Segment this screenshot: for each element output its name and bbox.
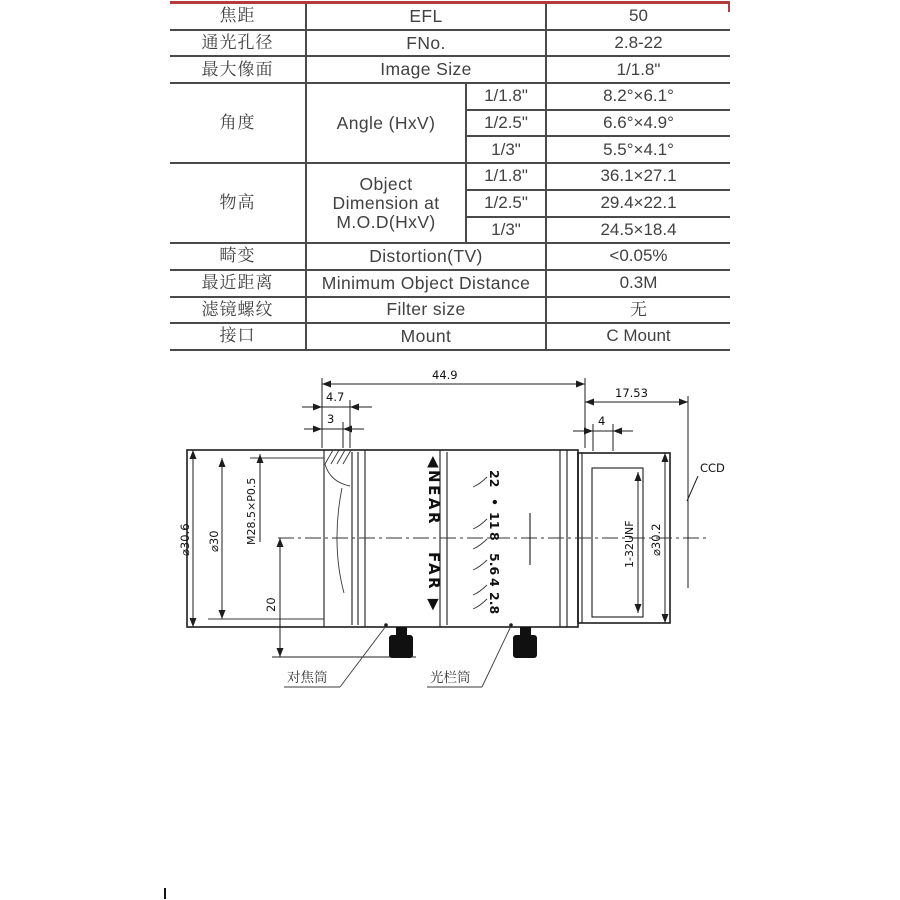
spec-sensor-size: 1/1.8" — [467, 84, 547, 111]
spec-label-en: Minimum Object Distance — [307, 271, 547, 298]
dimension-4 — [573, 414, 633, 431]
spec-value: 50 — [547, 4, 730, 31]
spec-label-cn: 畸变 — [170, 244, 307, 271]
spec-label-cn: 通光孔径 — [170, 31, 307, 58]
fstop-11: 11 — [487, 512, 502, 530]
dimension-4-7 — [302, 390, 372, 407]
spec-value: 0.3M — [547, 271, 730, 298]
dimension-mount-thread — [623, 472, 638, 613]
spec-value: 36.1×27.1 — [547, 164, 730, 191]
spec-label-en: Distortion(TV) — [307, 244, 547, 271]
dim-mount-thread-label: 1-32UNF — [623, 520, 636, 568]
spec-value: 29.4×22.1 — [547, 191, 730, 218]
dimension-3 — [304, 412, 364, 429]
ccd-label: CCD — [700, 461, 725, 475]
spec-label-cn: 最大像面 — [170, 57, 307, 84]
ccd-callout — [687, 461, 725, 501]
spec-value: 2.8-22 — [547, 31, 730, 58]
dim-front-step1: 4.7 — [326, 390, 345, 404]
aperture-ticks — [473, 477, 487, 609]
spec-sensor-size: 1/3" — [467, 218, 547, 245]
table-corner-accent — [728, 1, 730, 12]
fstop-5-6: 5.6 — [487, 553, 502, 576]
dim-axis-height-label: 20 — [264, 597, 278, 612]
spec-value: 5.5°×4.1° — [547, 137, 730, 164]
dimension-44-9 — [322, 368, 585, 384]
spec-label-en: Mount — [307, 324, 547, 351]
dim-front-step2: 3 — [327, 412, 335, 426]
aperture-barrel-callout — [427, 623, 513, 687]
spec-label-cn: 最近距离 — [170, 271, 307, 298]
dimension-filter-thread — [245, 454, 260, 545]
spec-label-en: EFL — [307, 4, 547, 31]
dim-mount-diameter-label: ⌀30.2 — [649, 523, 663, 556]
spec-label-en: FNo. — [307, 31, 547, 58]
dimension-outer-diameter — [178, 450, 193, 627]
lens-element-arc — [337, 488, 344, 593]
spec-label-en: Image Size — [307, 57, 547, 84]
dimension-front-inner-diameter — [207, 458, 222, 619]
crop-mark — [164, 888, 166, 899]
lens-spec-table — [170, 1, 730, 351]
spec-label-cn: 物高 — [170, 164, 307, 244]
dimension-17-53 — [585, 386, 688, 402]
focus-barrel-callout — [284, 623, 388, 687]
fstop-4: 4 — [487, 578, 502, 587]
aperture-thumbscrew — [513, 627, 537, 658]
focus-barrel-label: 对焦筒 — [287, 670, 328, 685]
spec-label-en — [307, 164, 467, 244]
spec-value: C Mount — [547, 324, 730, 351]
fstop-dot: • — [487, 498, 502, 506]
spec-value: <0.05% — [547, 244, 730, 271]
dim-filter-thread-label: M28.5×P0.5 — [245, 477, 258, 545]
spec-value: 无 — [547, 298, 730, 325]
fstop-22: 22 — [487, 470, 502, 488]
aperture-scale — [473, 470, 502, 614]
spec-label-cn: 滤镜螺纹 — [170, 298, 307, 325]
spec-label-cn: 接口 — [170, 324, 307, 351]
fstop-2-8: 2.8 — [487, 592, 502, 615]
spec-label-cn: 角度 — [170, 84, 307, 164]
far-label: FAR ▶ — [425, 552, 443, 613]
dim-outer-diameter-label: ⌀30.6 — [178, 523, 192, 556]
dim-front-inner-diameter-label: ⌀30 — [207, 530, 221, 552]
dimension-mount-diameter — [649, 453, 665, 623]
spec-label-cn: 焦距 — [170, 4, 307, 31]
dim-mount-step: 4 — [598, 414, 606, 428]
aperture-barrel-label: 光栏筒 — [430, 670, 471, 685]
spec-value: 8.2°×6.1° — [547, 84, 730, 111]
spec-label-en-text: Object Dimension at M.O.D(HxV) — [332, 173, 440, 232]
near-label: ◀NEAR — [425, 456, 443, 526]
lens-technical-drawing — [160, 360, 740, 710]
dim-total-length: 44.9 — [432, 368, 458, 382]
dim-flange-to-ccd: 17.53 — [615, 386, 648, 400]
spec-sensor-size: 1/1.8" — [467, 164, 547, 191]
spec-sensor-size: 1/3" — [467, 137, 547, 164]
spec-sensor-size: 1/2.5" — [467, 191, 547, 218]
focus-thumbscrew — [389, 627, 413, 658]
spec-sensor-size: 1/2.5" — [467, 111, 547, 138]
thread-hatch — [325, 450, 351, 486]
spec-value: 1/1.8" — [547, 57, 730, 84]
spec-label-en: Filter size — [307, 298, 547, 325]
spec-label-en: Angle (HxV) — [307, 84, 467, 164]
fstop-8: 8 — [487, 532, 502, 541]
spec-value: 6.6°×4.9° — [547, 111, 730, 138]
spec-value: 24.5×18.4 — [547, 218, 730, 245]
